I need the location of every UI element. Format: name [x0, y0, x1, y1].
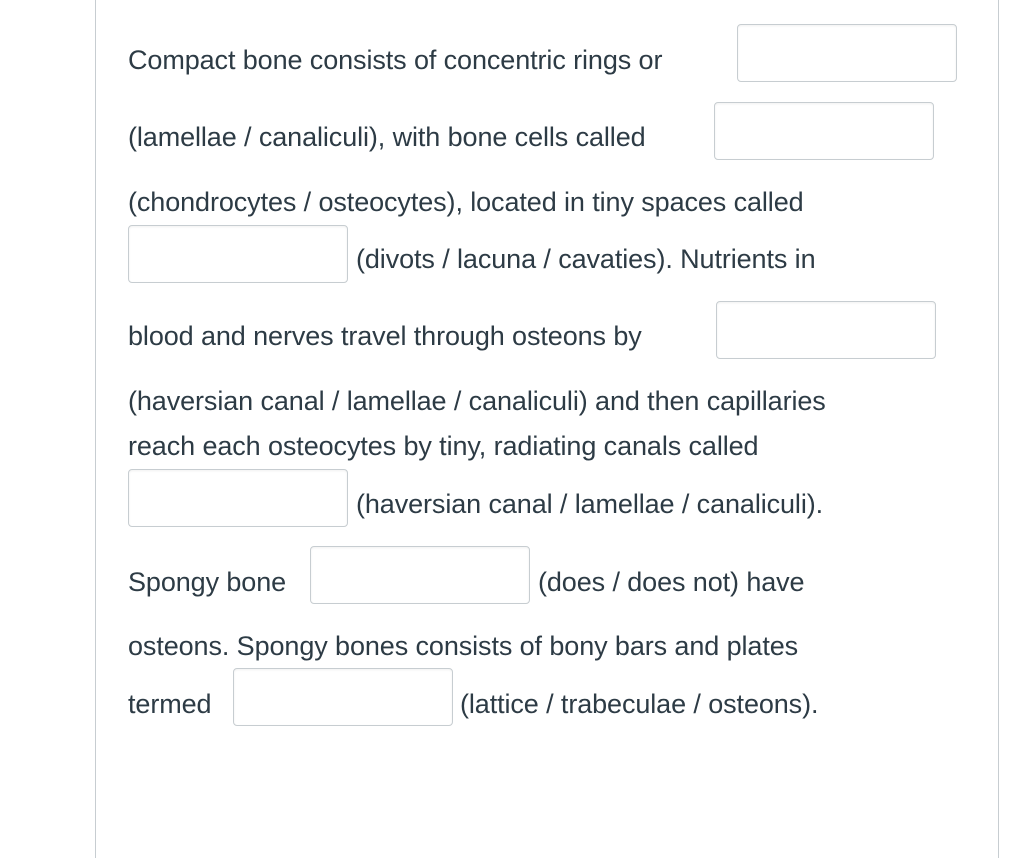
question-text-line-2: (lamellae / canaliculi), with bone cells called: [128, 122, 646, 152]
question-text-line-9b: (does / does not) have: [538, 567, 805, 597]
question-text-line-5: blood and nerves travel through osteons by: [128, 321, 642, 351]
question-text-line-4: (divots / lacuna / cavaties). Nutrients in: [356, 244, 816, 274]
question-text-line-10: osteons. Spongy bones consists of bony bars and plates: [128, 631, 799, 661]
question-text-line-1: Compact bone consists of concentric rings or: [128, 45, 663, 75]
question-text-line-11b: (lattice / trabeculae / osteons).: [460, 689, 819, 719]
answer-blank-1[interactable]: [737, 24, 957, 82]
question-text-line-7: reach each osteocytes by tiny, radiating canals called: [128, 431, 759, 461]
question-text-line-8: (haversian canal / lamellae / canaliculi).: [356, 489, 824, 519]
question-text-line-11a: termed: [128, 689, 212, 719]
question-text-line-3: (chondrocytes / osteocytes), located in tiny spaces called: [128, 187, 804, 217]
question-text-line-6: (haversian canal / lamellae / canaliculi) and then capillaries: [128, 386, 826, 416]
answer-blank-4[interactable]: [716, 301, 936, 359]
answer-blank-5[interactable]: [128, 469, 348, 527]
answer-blank-6[interactable]: [310, 546, 530, 604]
answer-blank-3[interactable]: [128, 225, 348, 283]
answer-blank-7[interactable]: [233, 668, 453, 726]
answer-blank-2[interactable]: [714, 102, 934, 160]
question-text-line-9a: Spongy bone: [128, 567, 287, 597]
